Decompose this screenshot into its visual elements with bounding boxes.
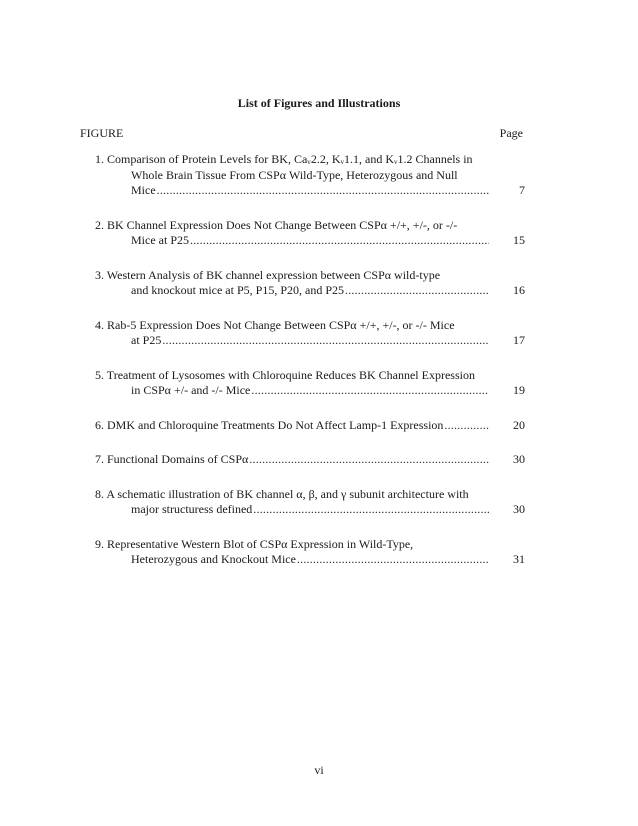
figure-entry-text: in CSPα +/- and -/- Mice xyxy=(131,383,251,397)
figure-entry-line xyxy=(95,537,525,553)
dot-leader xyxy=(190,233,489,249)
dot-leader xyxy=(444,418,489,434)
figure-entry-text: 5. Treatment of Lysosomes with Chloroquine Reduces BK Channel Expression xyxy=(95,367,475,382)
figure-entry-text: Mice at P25 xyxy=(131,233,189,247)
figure-entry-text: Mice xyxy=(131,183,156,197)
figure-entry-line xyxy=(95,268,525,284)
figure-entry-line xyxy=(95,487,525,503)
figure-entry-text: 4. Rab-5 Expression Does Not Change Between CSPα +/+, +/-, or -/- Mice xyxy=(95,317,455,332)
figure-page-number: 30 xyxy=(513,452,525,466)
figure-entry-text: and knockout mice at P5, P15, P20, and P25 xyxy=(131,283,344,297)
figure-page-number: 16 xyxy=(513,283,525,297)
figure-entry-line xyxy=(95,552,525,568)
figure-entry-line xyxy=(95,452,525,468)
figure-column-header: FIGURE xyxy=(80,126,124,140)
figure-entry-text: Heterozygous and Knockout Mice xyxy=(131,552,296,566)
figure-entry-text: 3. Western Analysis of BK channel expression between CSPα wild-type xyxy=(95,267,441,282)
figure-entry xyxy=(95,537,525,568)
figure-entry-line xyxy=(95,368,525,384)
figure-entry-line xyxy=(95,152,525,168)
figure-page-number: 19 xyxy=(513,383,525,397)
figure-list xyxy=(95,152,525,587)
figure-entry-line xyxy=(95,183,525,199)
figure-entry-line xyxy=(95,168,525,184)
figure-entry xyxy=(95,318,525,349)
figure-entry-text: 8. A schematic illustration of BK channel α, β, and γ subunit architecture with xyxy=(95,486,469,501)
page-number: vi xyxy=(314,763,324,777)
figure-entry-text: 9. Representative Western Blot of CSPα Expression in Wild-Type, xyxy=(95,536,414,551)
figure-entry-line xyxy=(95,233,525,249)
dot-leader xyxy=(249,452,489,468)
figure-entry-line xyxy=(95,318,525,334)
figure-entry xyxy=(95,152,525,199)
figure-page-number: 20 xyxy=(513,417,525,432)
figure-entry-text: Whole Brain Tissue From CSPα Wild-Type, Heterozygous and Null xyxy=(131,167,458,182)
figure-entry-text: 6. DMK and Chloroquine Treatments Do Not Affect Lamp-1 Expression xyxy=(95,417,444,432)
figure-page-number: 7 xyxy=(519,183,525,197)
figure-page-number: 31 xyxy=(513,552,525,566)
figure-entry xyxy=(95,368,525,399)
figure-entry-text: 1. Comparison of Protein Levels for BK, Caᵥ2.2, Kᵥ1.1, and Kᵥ1.2 Channels in xyxy=(95,152,473,166)
dot-leader xyxy=(251,383,489,399)
dot-leader xyxy=(345,283,489,299)
figure-entry-line xyxy=(95,502,525,518)
figure-entry-line xyxy=(95,418,525,434)
dot-leader xyxy=(297,552,489,568)
page-title: List of Figures and Illustrations xyxy=(237,96,401,110)
figure-entry xyxy=(95,418,525,434)
figure-entry-line xyxy=(95,283,525,299)
figure-page-number: 30 xyxy=(513,502,525,516)
figure-entry-text: major structuress defined xyxy=(131,502,253,516)
figure-entry-text: 2. BK Channel Expression Does Not Change Between CSPα +/+, +/-, or -/- xyxy=(95,217,458,232)
figure-entry xyxy=(95,268,525,299)
dot-leader xyxy=(157,183,489,199)
figure-entry-line xyxy=(95,218,525,234)
dot-leader xyxy=(162,333,489,349)
figure-entry-text: at P25 xyxy=(131,333,162,347)
page-column-header: Page xyxy=(499,126,523,140)
figure-entry-line xyxy=(95,383,525,399)
figure-entry-line xyxy=(95,333,525,349)
figure-entry xyxy=(95,452,525,468)
figure-entry xyxy=(95,487,525,518)
figure-entry xyxy=(95,218,525,249)
figure-page-number: 17 xyxy=(513,333,525,347)
figure-entry-text: 7. Functional Domains of CSPα xyxy=(95,452,249,466)
figure-page-number: 15 xyxy=(513,233,525,247)
dot-leader xyxy=(253,502,489,518)
